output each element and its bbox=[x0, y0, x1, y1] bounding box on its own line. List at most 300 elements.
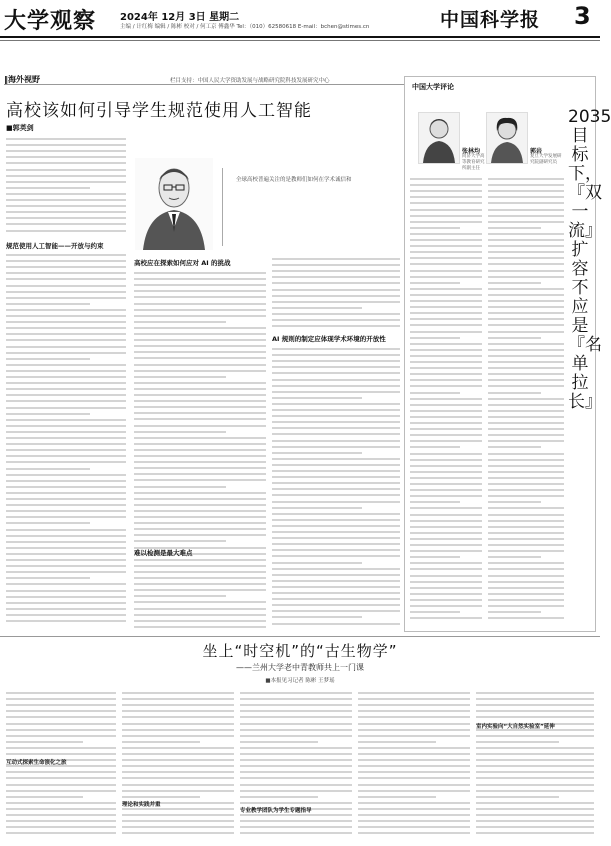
text-line bbox=[6, 358, 90, 360]
text-line bbox=[272, 313, 400, 315]
text-line bbox=[272, 543, 400, 545]
text-line bbox=[272, 440, 400, 442]
text-line bbox=[6, 529, 126, 531]
text-line bbox=[410, 562, 482, 564]
text-line bbox=[488, 514, 564, 516]
text-line bbox=[6, 339, 126, 341]
text-line bbox=[488, 501, 541, 503]
text-line bbox=[272, 366, 400, 368]
text-line bbox=[410, 398, 482, 400]
text-line bbox=[488, 483, 564, 485]
text-line bbox=[134, 315, 266, 317]
text-line bbox=[6, 315, 126, 317]
text-line bbox=[488, 337, 541, 339]
text-line bbox=[6, 419, 126, 421]
text-line bbox=[488, 373, 564, 375]
text-line bbox=[476, 808, 594, 810]
bottom-article-byline: ■本报见习记者 陈彬 王梦瑶 bbox=[265, 678, 335, 684]
text-line bbox=[122, 759, 234, 761]
text-line bbox=[134, 303, 266, 305]
text-line bbox=[358, 698, 470, 700]
body-text-col-3 bbox=[272, 256, 400, 330]
text-line bbox=[488, 568, 564, 570]
text-line bbox=[240, 698, 352, 700]
text-line bbox=[272, 501, 400, 503]
text-line bbox=[476, 832, 594, 834]
text-line bbox=[410, 514, 482, 516]
text-line bbox=[488, 190, 564, 192]
text-line bbox=[488, 300, 564, 302]
text-line bbox=[122, 820, 234, 822]
text-line bbox=[6, 364, 126, 366]
text-line bbox=[134, 278, 266, 280]
body-text-col-1b bbox=[6, 252, 126, 630]
text-line bbox=[6, 510, 126, 512]
text-line bbox=[488, 233, 564, 235]
text-line bbox=[134, 327, 266, 329]
text-line bbox=[488, 556, 541, 558]
text-line bbox=[6, 156, 126, 158]
text-line bbox=[134, 492, 266, 494]
text-line bbox=[410, 251, 482, 253]
text-line bbox=[6, 144, 126, 146]
text-line bbox=[272, 264, 400, 266]
text-line bbox=[488, 477, 564, 479]
text-line bbox=[6, 522, 90, 524]
text-line bbox=[6, 553, 126, 555]
text-line bbox=[6, 583, 126, 585]
text-line bbox=[6, 826, 116, 828]
text-line bbox=[410, 538, 482, 540]
text-line bbox=[476, 710, 594, 712]
text-line bbox=[358, 790, 470, 792]
text-line bbox=[488, 196, 564, 198]
text-line bbox=[134, 388, 266, 390]
text-line bbox=[272, 616, 362, 618]
text-line bbox=[6, 260, 126, 262]
text-line bbox=[410, 526, 482, 528]
text-line bbox=[410, 593, 482, 595]
text-line bbox=[6, 832, 116, 834]
text-line bbox=[488, 392, 541, 394]
text-line bbox=[6, 541, 126, 543]
text-line bbox=[410, 575, 482, 577]
text-line bbox=[358, 814, 470, 816]
text-line bbox=[6, 285, 126, 287]
text-line bbox=[272, 458, 400, 460]
text-line bbox=[272, 513, 400, 515]
text-line bbox=[358, 802, 470, 804]
text-line bbox=[358, 796, 436, 798]
text-line bbox=[476, 784, 594, 786]
text-line bbox=[410, 196, 482, 198]
text-line bbox=[134, 431, 226, 433]
text-line bbox=[134, 351, 266, 353]
text-line bbox=[476, 790, 594, 792]
text-line bbox=[240, 735, 352, 737]
text-line bbox=[122, 729, 234, 731]
text-line bbox=[488, 239, 564, 241]
text-line bbox=[272, 555, 400, 557]
text-line bbox=[272, 488, 400, 490]
text-line bbox=[410, 556, 460, 558]
text-line bbox=[272, 379, 400, 381]
text-line bbox=[122, 790, 234, 792]
text-line bbox=[410, 257, 482, 259]
text-line bbox=[6, 480, 126, 482]
text-line bbox=[410, 367, 482, 369]
text-line bbox=[134, 583, 266, 585]
text-line bbox=[134, 461, 266, 463]
text-line bbox=[358, 710, 470, 712]
text-line bbox=[6, 723, 116, 725]
text-line bbox=[240, 796, 318, 798]
text-line bbox=[488, 215, 564, 217]
text-line bbox=[6, 814, 116, 816]
text-line bbox=[272, 580, 400, 582]
author-role: 同济大学高等教育研究所副主任 bbox=[462, 154, 485, 171]
text-line bbox=[488, 202, 564, 204]
text-line bbox=[6, 498, 126, 500]
text-line bbox=[122, 796, 200, 798]
text-line bbox=[488, 349, 564, 351]
text-line bbox=[488, 544, 564, 546]
text-line bbox=[358, 704, 470, 706]
text-line bbox=[272, 270, 400, 272]
text-line bbox=[6, 175, 126, 177]
text-line bbox=[6, 205, 126, 207]
text-line bbox=[122, 784, 234, 786]
text-line bbox=[240, 692, 352, 694]
text-line bbox=[6, 370, 126, 372]
text-line bbox=[488, 251, 564, 253]
text-line bbox=[476, 771, 594, 773]
text-line bbox=[410, 392, 460, 394]
text-line bbox=[134, 418, 266, 420]
text-line bbox=[134, 455, 266, 457]
text-line bbox=[272, 452, 362, 454]
text-line bbox=[410, 282, 460, 284]
text-line bbox=[134, 528, 266, 530]
text-line bbox=[410, 331, 482, 333]
text-line bbox=[134, 406, 266, 408]
text-line bbox=[488, 434, 564, 436]
text-line bbox=[272, 301, 400, 303]
text-line bbox=[134, 486, 226, 488]
text-line bbox=[134, 473, 266, 475]
text-line bbox=[476, 692, 594, 694]
text-line bbox=[134, 425, 266, 427]
text-line bbox=[476, 820, 594, 822]
text-line bbox=[272, 446, 400, 448]
text-line bbox=[6, 297, 126, 299]
text-line bbox=[134, 510, 266, 512]
text-line bbox=[410, 306, 482, 308]
text-line bbox=[488, 605, 564, 607]
text-line bbox=[240, 729, 352, 731]
text-line bbox=[272, 507, 362, 509]
text-line bbox=[134, 272, 266, 274]
text-line bbox=[272, 610, 400, 612]
subhead: 理论和实践并重 bbox=[122, 802, 161, 808]
text-line bbox=[410, 495, 482, 497]
text-line bbox=[240, 777, 352, 779]
text-line bbox=[272, 464, 400, 466]
text-line bbox=[6, 577, 90, 579]
text-line bbox=[6, 516, 126, 518]
text-line bbox=[488, 416, 564, 418]
text-line bbox=[488, 355, 564, 357]
text-line bbox=[272, 531, 400, 533]
text-line bbox=[272, 568, 400, 570]
text-line bbox=[134, 370, 266, 372]
author-photo bbox=[486, 112, 528, 164]
text-line bbox=[6, 504, 126, 506]
text-line bbox=[134, 559, 266, 561]
text-line bbox=[488, 562, 564, 564]
text-line bbox=[410, 605, 482, 607]
text-line bbox=[6, 443, 126, 445]
text-line bbox=[272, 295, 400, 297]
text-line bbox=[272, 549, 400, 551]
text-line bbox=[410, 337, 460, 339]
text-line bbox=[410, 434, 482, 436]
text-line bbox=[476, 747, 594, 749]
text-line bbox=[6, 309, 126, 311]
text-line bbox=[6, 266, 126, 268]
text-line bbox=[488, 404, 564, 406]
text-line bbox=[476, 698, 594, 700]
text-line bbox=[122, 753, 234, 755]
text-line bbox=[488, 526, 564, 528]
text-line bbox=[6, 741, 83, 743]
text-line bbox=[240, 771, 352, 773]
text-line bbox=[6, 716, 116, 718]
text-line bbox=[272, 476, 400, 478]
subhead: 专业教学团队为学生专题指导 bbox=[240, 808, 312, 814]
text-line bbox=[410, 599, 482, 601]
text-line bbox=[134, 449, 266, 451]
text-line bbox=[410, 520, 482, 522]
text-line bbox=[488, 221, 564, 223]
text-line bbox=[272, 258, 400, 260]
body-text-col-1 bbox=[6, 136, 126, 236]
text-line bbox=[488, 422, 564, 424]
text-line bbox=[488, 324, 564, 326]
bottom-body-col-2 bbox=[122, 690, 234, 840]
text-line bbox=[6, 413, 90, 415]
text-line bbox=[240, 802, 352, 804]
text-line bbox=[240, 704, 352, 706]
text-line bbox=[410, 270, 482, 272]
text-line bbox=[134, 296, 266, 298]
text-line bbox=[122, 735, 234, 737]
text-line bbox=[272, 519, 400, 521]
text-line bbox=[358, 729, 470, 731]
column-label-rule bbox=[4, 84, 404, 85]
text-line bbox=[6, 596, 126, 598]
text-line bbox=[134, 601, 266, 603]
text-line bbox=[410, 483, 482, 485]
text-line bbox=[488, 611, 541, 613]
text-line bbox=[134, 394, 266, 396]
body-text-col-2 bbox=[134, 270, 266, 630]
text-line bbox=[6, 771, 116, 773]
text-line bbox=[240, 826, 352, 828]
text-line bbox=[488, 520, 564, 522]
text-line bbox=[410, 202, 482, 204]
text-line bbox=[134, 339, 266, 341]
text-line bbox=[6, 704, 116, 706]
issue-date: 2024年 12月 3日 星期二 bbox=[120, 12, 240, 23]
text-line bbox=[6, 388, 126, 390]
text-line bbox=[6, 138, 126, 140]
text-line bbox=[6, 431, 126, 433]
author-name: 郭岩 bbox=[530, 148, 543, 155]
text-line bbox=[240, 741, 318, 743]
text-line bbox=[240, 832, 352, 834]
text-line bbox=[6, 437, 126, 439]
text-line bbox=[6, 291, 126, 293]
text-line bbox=[410, 318, 482, 320]
text-line bbox=[410, 446, 460, 448]
text-line bbox=[410, 416, 482, 418]
text-line bbox=[122, 826, 234, 828]
text-line bbox=[410, 440, 482, 442]
text-line bbox=[122, 777, 234, 779]
text-line bbox=[272, 427, 400, 429]
text-line bbox=[358, 832, 470, 834]
text-line bbox=[488, 593, 564, 595]
text-line bbox=[410, 568, 482, 570]
text-line bbox=[476, 704, 594, 706]
text-line bbox=[6, 278, 126, 280]
text-line bbox=[134, 626, 266, 628]
masthead-rule bbox=[0, 36, 600, 38]
text-line bbox=[488, 410, 564, 412]
text-line bbox=[134, 534, 266, 536]
subhead: 难以检测是最大难点 bbox=[134, 549, 193, 557]
text-line bbox=[488, 489, 564, 491]
text-line bbox=[476, 814, 594, 816]
text-line bbox=[6, 211, 126, 213]
text-line bbox=[6, 394, 126, 396]
text-line bbox=[410, 343, 482, 345]
text-line bbox=[410, 349, 482, 351]
text-line bbox=[6, 608, 126, 610]
text-line bbox=[6, 455, 126, 457]
text-line bbox=[272, 421, 400, 423]
text-line bbox=[122, 704, 234, 706]
text-line bbox=[6, 729, 116, 731]
text-line bbox=[358, 765, 470, 767]
text-line bbox=[476, 765, 594, 767]
text-line bbox=[240, 814, 352, 816]
text-line bbox=[410, 178, 482, 180]
pull-quote: 全球高校普遍关注的是教师们如何在学术诚信和 bbox=[236, 177, 352, 183]
text-line bbox=[488, 471, 564, 473]
section-divider bbox=[0, 636, 600, 637]
text-line bbox=[410, 294, 482, 296]
text-line bbox=[6, 590, 126, 592]
text-line bbox=[488, 550, 564, 552]
text-line bbox=[476, 716, 594, 718]
text-line bbox=[272, 470, 400, 472]
article-byline: ■郭英剑 bbox=[6, 124, 34, 132]
text-line bbox=[410, 410, 482, 412]
text-line bbox=[410, 361, 482, 363]
text-line bbox=[488, 581, 564, 583]
text-line bbox=[6, 784, 116, 786]
text-line bbox=[134, 443, 266, 445]
text-line bbox=[134, 345, 266, 347]
quote-divider bbox=[222, 168, 223, 246]
text-line bbox=[358, 723, 470, 725]
text-line bbox=[272, 482, 400, 484]
text-line bbox=[410, 239, 482, 241]
text-line bbox=[488, 538, 564, 540]
text-line bbox=[6, 162, 126, 164]
text-line bbox=[488, 428, 564, 430]
text-line bbox=[272, 562, 362, 564]
text-line bbox=[358, 735, 470, 737]
text-line bbox=[410, 263, 482, 265]
text-line bbox=[122, 747, 234, 749]
text-line bbox=[272, 409, 400, 411]
text-line bbox=[240, 759, 352, 761]
text-line bbox=[6, 254, 126, 256]
text-line bbox=[6, 571, 126, 573]
text-line bbox=[410, 617, 482, 619]
bottom-body-col-4 bbox=[358, 690, 470, 840]
text-line bbox=[410, 611, 460, 613]
text-line bbox=[272, 348, 400, 350]
text-line bbox=[272, 282, 400, 284]
text-line bbox=[6, 376, 126, 378]
text-line bbox=[488, 257, 564, 259]
text-line bbox=[122, 808, 234, 810]
text-line bbox=[122, 698, 234, 700]
page-number: 3 bbox=[574, 2, 591, 30]
column-label: ‖海外视野 bbox=[4, 75, 40, 84]
text-line bbox=[122, 692, 234, 694]
text-line bbox=[134, 498, 266, 500]
text-line bbox=[134, 309, 266, 311]
text-line bbox=[6, 565, 126, 567]
text-line bbox=[6, 449, 126, 451]
text-line bbox=[410, 288, 482, 290]
author-name: 张林均 bbox=[462, 148, 481, 155]
text-line bbox=[240, 747, 352, 749]
text-line bbox=[410, 459, 482, 461]
text-line bbox=[410, 312, 482, 314]
text-line bbox=[6, 790, 116, 792]
text-line bbox=[6, 486, 126, 488]
text-line bbox=[358, 692, 470, 694]
text-line bbox=[6, 169, 126, 171]
text-line bbox=[488, 276, 564, 278]
text-line bbox=[410, 501, 460, 503]
text-line bbox=[272, 415, 400, 417]
text-line bbox=[488, 532, 564, 534]
text-line bbox=[272, 319, 400, 321]
text-line bbox=[358, 747, 470, 749]
text-line bbox=[488, 495, 564, 497]
text-line bbox=[272, 385, 400, 387]
text-line bbox=[488, 294, 564, 296]
text-line bbox=[476, 741, 559, 743]
text-line bbox=[6, 303, 90, 305]
